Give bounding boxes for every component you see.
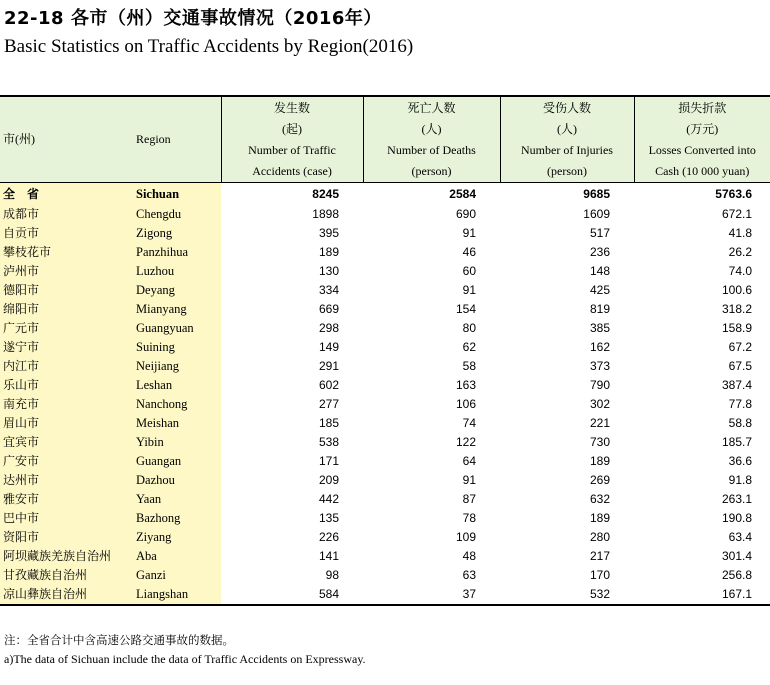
header-losses-unit: (万元) (686, 121, 719, 136)
cell-injuries: 236 (589, 245, 610, 259)
cell-injuries: 189 (589, 454, 610, 468)
table-row (0, 395, 770, 414)
table-row (0, 338, 770, 357)
cell-deaths: 91 (462, 283, 476, 297)
cell-deaths: 78 (462, 511, 476, 525)
cell-accidents: 1898 (312, 207, 339, 221)
table-row (0, 509, 770, 528)
cell-region-en: Neijiang (133, 357, 221, 376)
cell-injuries: 269 (589, 473, 610, 487)
cell-injuries: 221 (589, 416, 610, 430)
table-row (0, 452, 770, 471)
total-losses: 5763.6 (715, 187, 752, 201)
table-row (0, 243, 770, 262)
header-losses-en2: Cash (10 000 yuan) (655, 163, 750, 178)
cell-region-cn: 眉山市 (0, 414, 133, 433)
cell-region-cn: 达州市 (0, 471, 133, 490)
cell-region-cn: 广安市 (0, 452, 133, 471)
cell-region-cn: 乐山市 (0, 376, 133, 395)
header-accidents-cn: 发生数 (273, 100, 310, 115)
header-losses-cn: 损失折款 (678, 100, 727, 115)
cell-losses: 67.5 (728, 359, 752, 373)
cell-injuries: 162 (589, 340, 610, 354)
header-injuries-en1: Number of Injuries (521, 142, 613, 157)
cell-region-en: Ganzi (133, 566, 221, 585)
cell-accidents: 298 (318, 321, 339, 335)
cell-injuries: 730 (589, 435, 610, 449)
cell-losses: 672.1 (721, 207, 752, 221)
cell-accidents: 209 (318, 473, 339, 487)
cell-injuries: 385 (589, 321, 610, 335)
cell-region-en: Bazhong (133, 509, 221, 528)
cell-losses: 41.8 (728, 226, 752, 240)
cell-deaths: 87 (462, 492, 476, 506)
cell-deaths: 37 (363, 585, 500, 605)
table-row (0, 433, 770, 452)
cell-losses: 63.4 (728, 530, 752, 544)
table-row (0, 566, 770, 585)
cell-region-cn: 南充市 (0, 395, 133, 414)
header-region-cn: 市(州) (0, 96, 133, 183)
cell-region-en: Yaan (133, 490, 221, 509)
header-accidents-unit: (起) (282, 121, 302, 136)
table-row (0, 376, 770, 395)
total-deaths: 2584 (449, 187, 476, 201)
cell-injuries: 517 (589, 226, 610, 240)
cell-region-en: Ziyang (133, 528, 221, 547)
cell-region-cn: 内江市 (0, 357, 133, 376)
cell-region-cn: 攀枝花市 (0, 243, 133, 262)
cell-injuries: 280 (589, 530, 610, 544)
cell-injuries: 790 (589, 378, 610, 392)
table-title-cn: 22-18 各市（州）交通事故情况（2016年） (4, 8, 382, 29)
cell-region-cn: 德阳市 (0, 281, 133, 300)
cell-deaths: 64 (462, 454, 476, 468)
table-row (0, 414, 770, 433)
header-accidents (221, 96, 363, 183)
cell-region-en: Yibin (133, 433, 221, 452)
cell-region-cn: 广元市 (0, 319, 133, 338)
cell-injuries: 632 (589, 492, 610, 506)
cell-region-cn: 泸州市 (0, 262, 133, 281)
cell-deaths: 63 (462, 568, 476, 582)
header-losses (634, 96, 770, 183)
cell-deaths: 163 (455, 378, 476, 392)
cell-accidents: 602 (318, 378, 339, 392)
cell-region-en: Zigong (133, 224, 221, 243)
cell-region-cn: 巴中市 (0, 509, 133, 528)
total-region-en: Sichuan (133, 183, 221, 206)
header-row (0, 96, 770, 183)
cell-region-en: Guangyuan (133, 319, 221, 338)
cell-region-en: Liangshan (133, 585, 221, 605)
cell-region-en: Meishan (133, 414, 221, 433)
header-deaths (363, 96, 500, 183)
table-row (0, 490, 770, 509)
cell-losses: 67.2 (728, 340, 752, 354)
cell-region-cn: 绵阳市 (0, 300, 133, 319)
cell-accidents: 584 (221, 585, 363, 605)
cell-accidents: 171 (318, 454, 339, 468)
cell-deaths: 690 (455, 207, 476, 221)
table-row (0, 319, 770, 338)
table-row (0, 281, 770, 300)
cell-accidents: 135 (318, 511, 339, 525)
cell-deaths: 58 (462, 359, 476, 373)
total-row (0, 183, 770, 206)
cell-losses: 100.6 (721, 283, 752, 297)
table-row (0, 205, 770, 224)
footnote-en: a)The data of Sichuan include the data of Traffic Accidents on Expressway. (4, 652, 366, 666)
cell-accidents: 538 (318, 435, 339, 449)
cell-deaths: 109 (455, 530, 476, 544)
cell-region-cn: 雅安市 (0, 490, 133, 509)
cell-injuries: 819 (589, 302, 610, 316)
cell-injuries: 373 (589, 359, 610, 373)
header-deaths-cn: 死亡人数 (407, 100, 456, 115)
cell-accidents: 149 (318, 340, 339, 354)
cell-injuries: 170 (589, 568, 610, 582)
table-row (0, 357, 770, 376)
cell-deaths: 80 (462, 321, 476, 335)
cell-region-en: Suining (133, 338, 221, 357)
cell-accidents: 277 (318, 397, 339, 411)
header-deaths-en2: (person) (411, 163, 452, 178)
cell-injuries: 1609 (583, 207, 610, 221)
cell-losses: 91.8 (728, 473, 752, 487)
header-region-en: Region (133, 96, 221, 183)
header-injuries-unit: (人) (557, 121, 577, 136)
cell-deaths: 46 (462, 245, 476, 259)
cell-deaths: 60 (462, 264, 476, 278)
cell-accidents: 130 (318, 264, 339, 278)
cell-losses: 387.4 (721, 378, 752, 392)
cell-region-en: Luzhou (133, 262, 221, 281)
cell-losses: 77.8 (728, 397, 752, 411)
header-losses-en1: Losses Converted into (648, 142, 756, 157)
cell-losses: 74.0 (728, 264, 752, 278)
header-injuries-cn: 受伤人数 (542, 100, 591, 115)
header-accidents-en1: Number of Traffic (248, 142, 336, 157)
cell-region-en: Dazhou (133, 471, 221, 490)
cell-region-cn: 遂宁市 (0, 338, 133, 357)
cell-region-cn: 凉山彝族自治州 (0, 585, 133, 605)
cell-region-en: Deyang (133, 281, 221, 300)
cell-accidents: 395 (318, 226, 339, 240)
cell-losses: 263.1 (721, 492, 752, 506)
table-title-en: Basic Statistics on Traffic Accidents by Region(2016) (4, 36, 414, 57)
cell-losses: 26.2 (728, 245, 752, 259)
cell-accidents: 291 (318, 359, 339, 373)
cell-losses: 318.2 (721, 302, 752, 316)
cell-deaths: 106 (455, 397, 476, 411)
cell-deaths: 154 (455, 302, 476, 316)
cell-losses: 185.7 (721, 435, 752, 449)
cell-injuries: 189 (589, 511, 610, 525)
table-row (0, 300, 770, 319)
cell-region-cn: 自贡市 (0, 224, 133, 243)
traffic-accidents-table (0, 95, 770, 606)
header-injuries (500, 96, 634, 183)
footnote-cn: 注：全省合计中含高速公路交通事故的数据。 (4, 633, 234, 647)
cell-accidents: 334 (318, 283, 339, 297)
cell-accidents: 185 (318, 416, 339, 430)
header-deaths-en1: Number of Deaths (387, 142, 476, 157)
table-row (0, 528, 770, 547)
cell-region-cn: 宜宾市 (0, 433, 133, 452)
total-accidents: 8245 (312, 187, 339, 201)
cell-region-en: Nanchong (133, 395, 221, 414)
cell-region-en: Aba (133, 547, 221, 566)
cell-losses: 301.4 (721, 549, 752, 563)
cell-deaths: 74 (462, 416, 476, 430)
cell-deaths: 122 (455, 435, 476, 449)
cell-accidents: 98 (325, 568, 339, 582)
cell-region-en: Guangan (133, 452, 221, 471)
header-accidents-en2: Accidents (case) (252, 163, 332, 178)
cell-region-cn: 阿坝藏族羌族自治州 (0, 547, 133, 566)
cell-region-en: Leshan (133, 376, 221, 395)
table-row (0, 224, 770, 243)
cell-injuries: 148 (589, 264, 610, 278)
cell-accidents: 442 (318, 492, 339, 506)
cell-accidents: 226 (318, 530, 339, 544)
cell-accidents: 669 (318, 302, 339, 316)
cell-accidents: 141 (318, 549, 339, 563)
cell-region-en: Panzhihua (133, 243, 221, 262)
cell-injuries: 217 (589, 549, 610, 563)
cell-losses: 167.1 (634, 585, 770, 605)
total-region-cn: 全 省 (0, 183, 133, 206)
cell-losses: 190.8 (721, 511, 752, 525)
cell-losses: 58.8 (728, 416, 752, 430)
table-row (0, 262, 770, 281)
cell-region-cn: 资阳市 (0, 528, 133, 547)
cell-region-en: Mianyang (133, 300, 221, 319)
cell-region-cn: 成都市 (0, 205, 133, 224)
table-row (0, 547, 770, 566)
header-deaths-unit: (人) (421, 121, 442, 136)
cell-deaths: 91 (462, 226, 476, 240)
cell-deaths: 91 (462, 473, 476, 487)
cell-losses: 36.6 (728, 454, 752, 468)
table-row (0, 471, 770, 490)
cell-deaths: 62 (462, 340, 476, 354)
cell-losses: 256.8 (721, 568, 752, 582)
cell-injuries: 302 (589, 397, 610, 411)
total-injuries: 9685 (583, 187, 610, 201)
cell-region-cn: 甘孜藏族自治州 (0, 566, 133, 585)
cell-injuries: 532 (500, 585, 634, 605)
cell-losses: 158.9 (721, 321, 752, 335)
cell-injuries: 425 (589, 283, 610, 297)
header-injuries-en2: (person) (547, 163, 587, 178)
table-row (0, 585, 770, 605)
cell-deaths: 48 (462, 549, 476, 563)
cell-accidents: 189 (318, 245, 339, 259)
cell-region-en: Chengdu (133, 205, 221, 224)
